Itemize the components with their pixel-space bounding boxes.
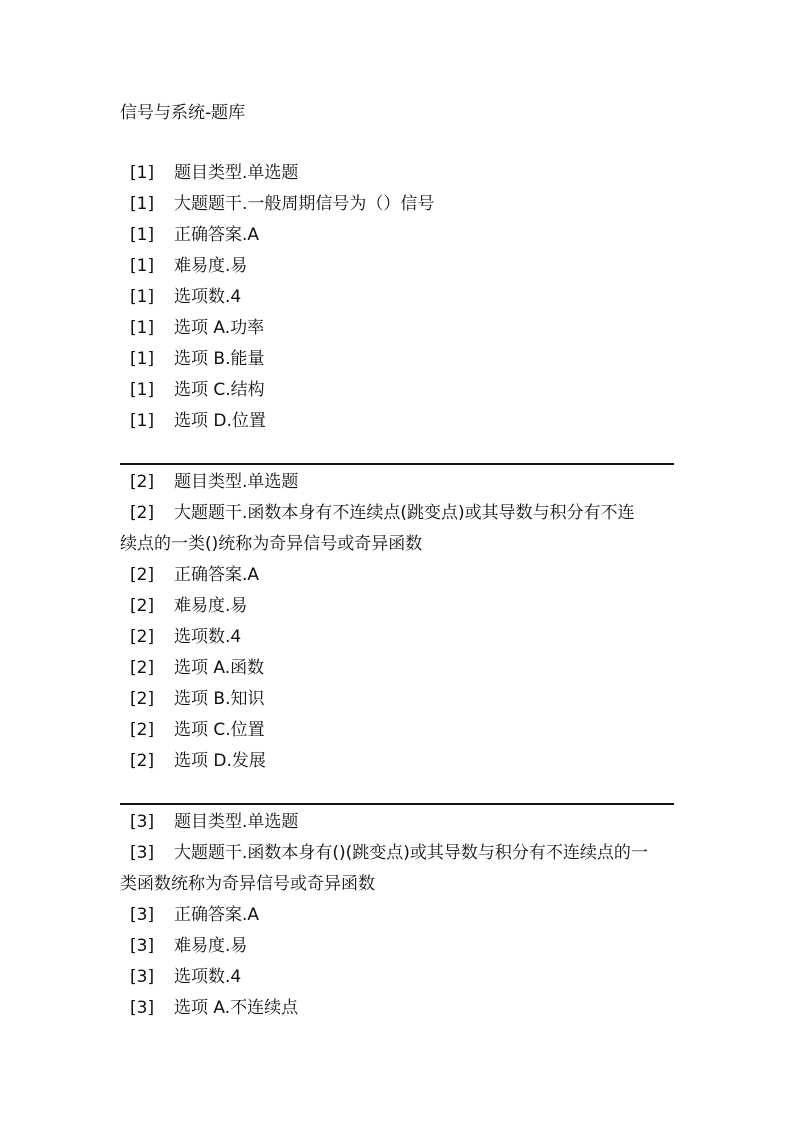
difficulty: [2] 难易度.易 (120, 591, 680, 622)
question-number: [1] (130, 349, 155, 369)
option-a: [2] 选项 A.函数 (120, 653, 680, 684)
question-1 (120, 158, 680, 437)
question-number: [2] (130, 720, 155, 740)
difficulty: [1] 难易度.易 (120, 251, 680, 282)
option-c: [2] 选项 C.位置 (120, 715, 680, 746)
option-d: [2] 选项 D.发展 (120, 746, 680, 777)
question-stem-continued: 续点的一类()统称为奇异信号或奇异函数 (120, 534, 423, 554)
question-number: [1] (130, 380, 155, 400)
option-c: [1] 选项 C.结构 (120, 375, 680, 406)
question-number: [2] (130, 472, 155, 492)
option-b: [2] 选项 B.知识 (120, 684, 680, 715)
question-stem: [3] 大题题干.函数本身有()(跳变点)或其导数与积分有不连续点的一 (120, 838, 680, 869)
question-type: [3] 题目类型.单选题 (120, 807, 680, 838)
question-3 (120, 807, 680, 1024)
question-divider (120, 803, 674, 805)
question-number: [3] (130, 967, 155, 987)
question-type: [2] 题目类型.单选题 (120, 467, 680, 498)
question-number: [2] (130, 627, 155, 647)
question-number: [2] (130, 658, 155, 678)
question-stem: [2] 大题题干.函数本身有不连续点(跳变点)或其导数与积分有不连 (120, 498, 680, 529)
correct-answer: [2] 正确答案.A (120, 560, 680, 591)
option-count: [2] 选项数.4 (120, 622, 680, 653)
question-number: [3] (130, 998, 155, 1018)
option-a: [1] 选项 A.功率 (120, 313, 680, 344)
question-number: [2] (130, 596, 155, 616)
question-type: [1] 题目类型.单选题 (120, 158, 680, 189)
question-number: [1] (130, 318, 155, 338)
question-number: [1] (130, 163, 155, 183)
question-number: [3] (130, 936, 155, 956)
option-count: [3] 选项数.4 (120, 962, 680, 993)
question-number: [2] (130, 503, 155, 523)
question-number: [3] (130, 905, 155, 925)
question-number: [1] (130, 225, 155, 245)
option-count: [1] 选项数.4 (120, 282, 680, 313)
difficulty: [3] 难易度.易 (120, 931, 680, 962)
question-number: [2] (130, 565, 155, 585)
option-b: [1] 选项 B.能量 (120, 344, 680, 375)
correct-answer: [1] 正确答案.A (120, 220, 680, 251)
question-number: [1] (130, 194, 155, 214)
question-divider (120, 463, 674, 465)
option-a: [3] 选项 A.不连续点 (120, 993, 680, 1024)
question-number: [1] (130, 411, 155, 431)
question-stem: [1] 大题题干.一般周期信号为（）信号 (120, 189, 680, 220)
correct-answer: [3] 正确答案.A (120, 900, 680, 931)
question-number: [3] (130, 812, 155, 832)
option-d: [1] 选项 D.位置 (120, 406, 680, 437)
question-2 (120, 467, 680, 777)
question-number: [2] (130, 689, 155, 709)
question-number: [1] (130, 287, 155, 307)
document-title: 信号与系统-题库 (120, 103, 246, 123)
question-number: [2] (130, 751, 155, 771)
question-stem-continued: 类函数统称为奇异信号或奇异函数 (120, 874, 375, 894)
question-number: [3] (130, 843, 155, 863)
question-number: [1] (130, 256, 155, 276)
